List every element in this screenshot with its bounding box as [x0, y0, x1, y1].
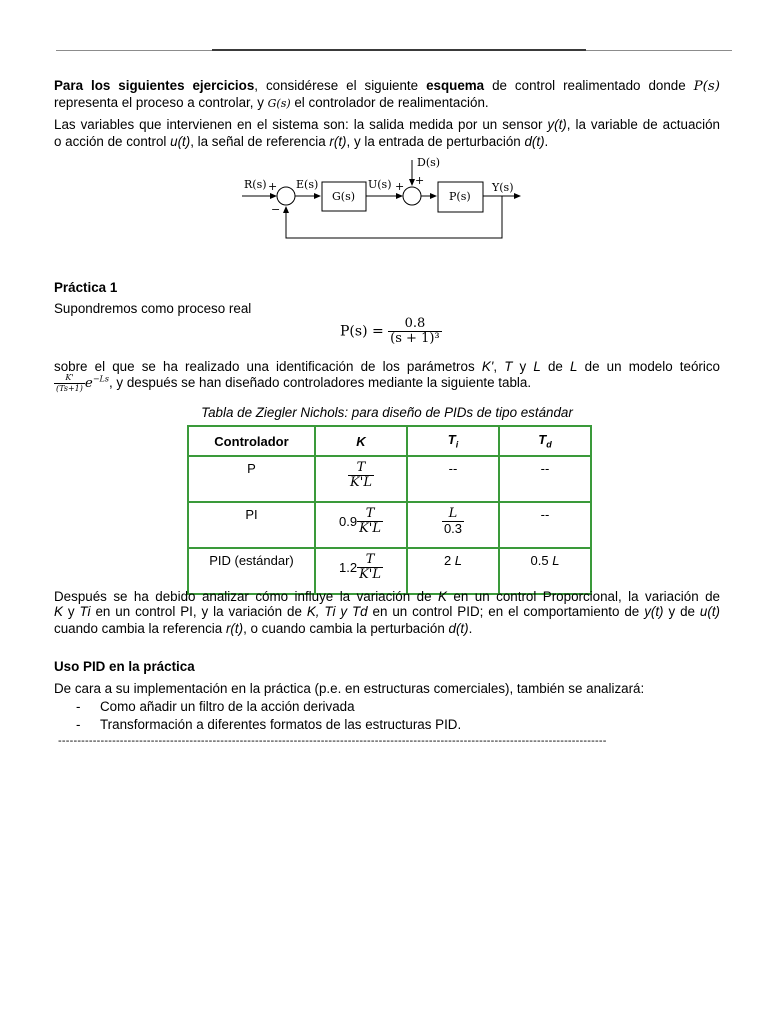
label-plus-1: + — [268, 180, 278, 193]
table-row — [188, 502, 591, 548]
row-pi-name: PI — [188, 502, 315, 548]
identification-paragraph: sobre el que se ha realizado una identificación de los parámetros K', T y L de L de un modelo teórico — [54, 359, 720, 374]
header-k: K — [315, 426, 407, 456]
header-controlador: Controlador — [188, 426, 315, 456]
practica-1-intro: Supondremos como proceso real — [54, 301, 252, 316]
uso-pid-intro: De cara a su implementación en la práctica (p.e. en estructuras comerciales), también se analizará: — [54, 681, 645, 696]
label-d: D(s) — [417, 156, 441, 169]
label-p: P(s) — [449, 190, 471, 203]
row-p-name: P — [188, 456, 315, 502]
header-td: $T_d$ — [499, 426, 591, 456]
row-p-k: $\frac{T}{K'L}$ — [315, 456, 407, 502]
top-rule-accent — [212, 49, 586, 51]
row-pid-td: 0.5 L — [499, 548, 591, 594]
table-header-row — [188, 426, 591, 456]
row-pi-ti: $\frac{L}{0.3}$ — [407, 502, 499, 548]
row-pid-ti: 2 L — [407, 548, 499, 594]
model-expression-line: $\frac{K'}{(Ts+1)}$ $e^{-Ls}$, y después se han diseñado controladores mediante la siguiente tabla. — [56, 373, 532, 393]
uso-pid-list — [54, 698, 461, 734]
uso-pid-heading: Uso PID en la práctica — [54, 659, 195, 674]
label-plus-3: + — [415, 174, 425, 187]
intro-paragraph-2b: o acción de control u(t), la señal de referencia r(t), y la entrada de perturbación d(t). — [54, 134, 549, 149]
label-e: E(s) — [296, 178, 319, 191]
separator-line: ---------------------------------------------------------------------------------------------------------------------------------------------- — [58, 735, 607, 747]
row-pi-td: -- — [499, 502, 591, 548]
block-diagram — [236, 154, 536, 246]
list-item: - Transformación a diferentes formatos de las estructuras PID. — [76, 717, 462, 732]
header-ti: $T_i$ — [407, 426, 499, 456]
label-y: Y(s) — [492, 181, 514, 194]
intro-paragraph-1: Para los siguientes ejercicios, considérese el siguiente esquema de control realimentado donde P(s) — [54, 78, 720, 94]
process-equation: P(s) = $\frac{0.8}{\text{(s + 1)³}}$ — [340, 316, 440, 346]
row-pid-k: 1.2 $\frac{T}{K'L}$ — [315, 548, 407, 594]
row-p-ti: -- — [407, 456, 499, 502]
summing-junction-2 — [403, 187, 421, 205]
list-item: - Como añadir un filtro de la acción derivada — [76, 699, 355, 714]
ziegler-nichols-table — [187, 425, 592, 595]
label-r: R(s) — [244, 178, 267, 191]
row-p-td: -- — [499, 456, 591, 502]
row-pi-k: 0.9 $\frac{T}{K'L}$ — [315, 502, 407, 548]
table-caption: Tabla de Ziegler Nichols: para diseño de PIDs de tipo estándar — [201, 405, 573, 420]
label-minus-1: − — [271, 203, 281, 216]
label-plus-2: + — [395, 180, 405, 193]
analysis-paragraph-1: Después se ha debido analizar cómo influye la variación de K en un control Proporcional, la variación de — [54, 589, 720, 604]
analysis-paragraph-3: cuando cambia la referencia r(t), o cuando cambia la perturbación d(t). — [54, 621, 473, 636]
label-u: U(s) — [368, 178, 392, 191]
table-row — [188, 456, 591, 502]
analysis-paragraph-2: K y Ti en un control PI, y la variación de K, Ti y Td en un control PID; en el comportamiento de y(t) y de u(t) — [54, 604, 720, 619]
row-pid-name: PID (estándar) — [188, 548, 315, 594]
intro-paragraph-2: Las variables que intervienen en el sistema son: la salida medida por un sensor y(t), la variable de actuación — [54, 117, 720, 132]
practica-1-heading: Práctica 1 — [54, 280, 118, 295]
intro-paragraph-1b: representa el proceso a controlar, y G(s) el controlador de realimentación. — [54, 95, 489, 110]
label-g: G(s) — [332, 190, 356, 203]
